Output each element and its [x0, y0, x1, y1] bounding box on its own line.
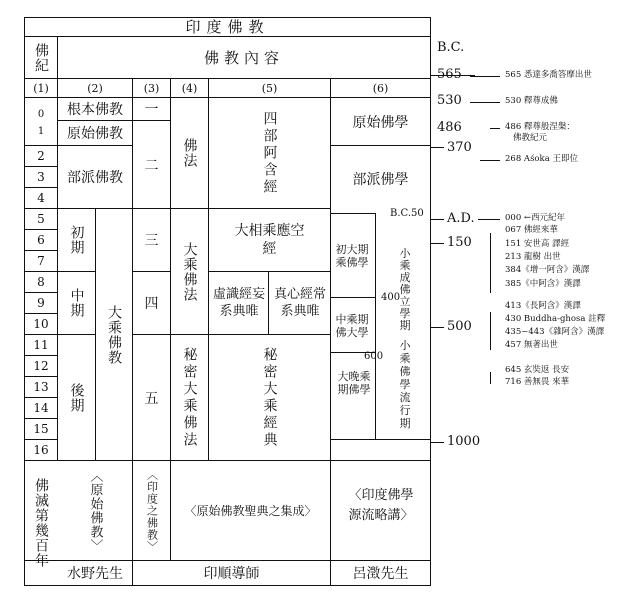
phase-five: 五 — [144, 390, 159, 407]
row-number: 15 — [33, 422, 49, 436]
hinayana-establish-period: 小乘成佛立學期 — [399, 247, 411, 332]
row-number: 14 — [33, 401, 49, 415]
row-number: 1 — [37, 125, 45, 137]
event-note: 645 玄奘返 長安 — [505, 365, 570, 375]
row-number: 4 — [37, 191, 45, 205]
mahayana-buddhism: 大乘佛教 — [106, 304, 122, 365]
event-note: 385《中阿含》漢譯 — [505, 279, 581, 289]
tick — [430, 243, 444, 244]
event-note: 000 ←西元紀年 — [505, 213, 566, 223]
row-number: 2 — [37, 149, 45, 163]
event-note: 565 悉達多喬答摩出世 — [505, 70, 592, 80]
author-mizuno: 水野先生 — [67, 566, 123, 582]
phase-two: 二 — [144, 157, 159, 174]
event-bracket — [490, 312, 491, 350]
event-note: 413《長阿含》漢譯 — [505, 301, 581, 311]
bc50-marker: B.C.50 — [390, 208, 424, 219]
row-number: 16 — [33, 443, 49, 457]
fofa: 佛法 — [181, 138, 198, 168]
row-number: 7 — [37, 254, 45, 268]
c6-rule — [330, 297, 375, 298]
chart-title: 印度佛教 — [185, 18, 270, 36]
event-leader — [470, 102, 500, 103]
early-period: 初期 — [68, 225, 85, 255]
original-buddhism: 原始佛教 — [67, 126, 123, 142]
event-note: 457 無著出世 — [505, 340, 558, 350]
scale-mark: 370 — [447, 140, 472, 155]
late-mahayana-study: 大晚乘期佛學 — [337, 370, 371, 396]
c6-rule — [330, 439, 431, 440]
mizuno-reference: 〈原始佛教〉 — [87, 468, 103, 553]
col-number: (1) — [33, 81, 49, 95]
c5-split — [268, 271, 269, 335]
event-bracket — [490, 233, 491, 293]
c6-split — [375, 213, 376, 440]
event-note: 佛教紀元 — [513, 133, 548, 143]
tick — [430, 442, 444, 443]
author-lucheng: 呂澂先生 — [352, 566, 409, 582]
mahayana-fofa: 大乘佛法 — [181, 241, 198, 302]
event-leader — [490, 128, 500, 129]
event-note: 435~443《雜阿含》漢譯 — [505, 327, 605, 337]
year-600: 600 — [364, 351, 384, 362]
col-number: (5) — [261, 81, 278, 95]
header-bc: B.C. — [437, 40, 465, 55]
scale-mark: 150 — [447, 235, 472, 250]
row-number: 9 — [37, 296, 45, 310]
header-foji: 佛紀 — [33, 42, 49, 73]
four-agamas: 四部阿含經 — [261, 110, 278, 196]
c6-rule — [330, 213, 375, 214]
event-leader — [478, 219, 500, 220]
root-buddhism: 根本佛教 — [67, 102, 123, 118]
sectarian-buddhism: 部派佛教 — [67, 170, 123, 186]
phase-three: 三 — [144, 233, 159, 249]
scale-mark: 530 — [437, 93, 462, 108]
phase-four: 四 — [144, 296, 159, 312]
row-number: 6 — [37, 233, 45, 247]
author-yinshun: 印順導師 — [203, 566, 260, 582]
mahayana-emptiness-sutras: 大相乘應空經 — [234, 223, 305, 257]
header-content: 佛教內容 — [203, 49, 284, 67]
frame-right — [430, 17, 431, 586]
esoteric-mahayana-fofa: 秘密大乘佛法 — [181, 346, 198, 449]
late-period: 後期 — [68, 382, 85, 413]
middle-mahayana-study: 中乘期佛大學 — [335, 312, 369, 339]
scale-mark: 500 — [447, 319, 472, 334]
tick — [430, 147, 444, 148]
row-number: 11 — [33, 338, 49, 352]
row-number: 12 — [33, 359, 49, 373]
tick — [430, 327, 444, 328]
event-note: 716 善無畏 來華 — [505, 377, 570, 387]
col-number: (6) — [372, 81, 389, 95]
scale-mark: 486 — [437, 120, 462, 135]
event-note: 151 安世高 譯經 — [505, 239, 570, 249]
phase-one: 一 — [144, 102, 159, 118]
row-number: 10 — [33, 317, 49, 331]
tick — [430, 219, 444, 220]
col-number: (4) — [181, 81, 198, 95]
event-note: 486 釋尊般涅槃： — [505, 122, 575, 132]
event-note: 067 佛經來華 — [505, 225, 558, 235]
scale-mark: 1000 — [447, 434, 481, 449]
event-note: 530 釋尊成佛 — [505, 96, 558, 106]
hinayana-spread-period: 小乘佛學流行期 — [399, 338, 411, 430]
event-note: 268 Aśoka 王即位 — [505, 154, 578, 164]
yinshun-reference-india: 〈印度之佛教〉 — [145, 468, 159, 553]
yinshun-reference-canon: 〈原始佛教聖典之集成〉 — [184, 504, 317, 518]
footer-left-label: 佛滅第幾百年 — [33, 478, 49, 568]
early-mahayana-study: 初大期乘佛學 — [335, 243, 369, 269]
row-number: 8 — [37, 275, 45, 289]
middle-period: 中期 — [68, 288, 85, 318]
row-number: 5 — [37, 212, 45, 226]
event-note: 430 Buddha-ghosa 註釋 — [505, 314, 606, 324]
col-number: (3) — [143, 81, 160, 95]
sectarian-buddhist-study: 部派佛學 — [352, 172, 409, 188]
row-number: 3 — [37, 170, 45, 184]
true-mind-sutras: 真心經常系典唯 — [273, 287, 326, 319]
scale-mark: 565 — [437, 67, 462, 82]
frame-bottom — [24, 585, 431, 586]
col-number: (2) — [87, 81, 103, 95]
year-400: 400 — [381, 292, 401, 303]
row-number: 0 — [37, 108, 45, 120]
event-bracket — [490, 372, 491, 384]
event-leader — [470, 76, 500, 77]
event-leader — [480, 160, 500, 161]
event-note: 384《增一阿含》漢譯 — [505, 265, 590, 275]
event-note: 213 龍樹 出世 — [505, 252, 561, 262]
original-buddhist-study: 原始佛學 — [352, 114, 409, 131]
consciousness-only-sutras: 虛識經妄系典唯 — [212, 287, 265, 319]
esoteric-mahayana-sutras: 秘密大乘經典 — [261, 346, 278, 449]
scale-mark: A.D. — [447, 211, 475, 226]
lucheng-reference: 〈印度佛學源流略講〉 — [348, 488, 414, 523]
row-number: 13 — [33, 380, 49, 394]
